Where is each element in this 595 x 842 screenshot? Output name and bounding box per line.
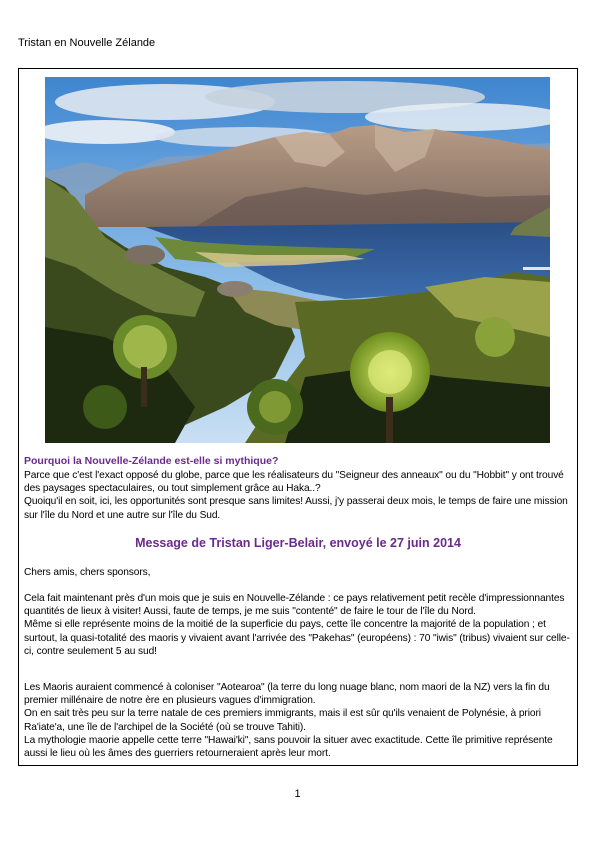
running-header: Tristan en Nouvelle Zélande xyxy=(18,37,156,49)
body-line: Les Maoris auraient commencé à coloniser "Aotearoa" (la terre du long nuage blanc, nom maori de la NZ) vers la fin du premier millénaire de notre ère en plusieurs vagues d'immigration. xyxy=(24,682,550,707)
intro-paragraph xyxy=(24,469,574,522)
body-line: Cela fait maintenant près d'un mois que je suis en Nouvelle-Zélande : ce pays relativement petit recèle d'impressionnantes quantités de lieux à visiter! Aussi, faute de temps, je me suis "contenté" de faire le tour de l'île du Nord. xyxy=(24,593,565,618)
intro-line: Quoiqu'il en soit, ici, les opportunités sont presque sans limites! Aussi, j'y passerai deux mois, le temps de faire une mission sur l'île du Nord et une autre sur l'île du Sud. xyxy=(24,496,568,521)
body-line: La mythologie maorie appelle cette terre "Hawai'ki", sans pouvoir la situer avec exactitude. Cette île primitive représente aussi le lieu où les âmes des guerriers retourneraient après leur mort. xyxy=(24,734,553,760)
page-number: 1 xyxy=(294,788,301,800)
body-paragraph-1 xyxy=(24,592,574,658)
body-paragraph-2 xyxy=(24,681,574,760)
message-title: Message de Tristan Liger-Belair, envoyé le 27 juin 2014 xyxy=(135,536,461,550)
article-question: Pourquoi la Nouvelle-Zélande est-elle si mythique? xyxy=(24,455,279,467)
landscape-photo xyxy=(45,77,550,443)
intro-line: Parce que c'est l'exact opposé du globe, parce que les réalisateurs du "Seigneur des anneaux" ou du "Hobbit" y ont trouvé des paysages spectaculaires, ou tout simplement grâce au Haka..? xyxy=(24,470,564,495)
body-line: On en sait très peu sur la terre natale de ces premiers immigrants, mais il est sûr qu'ils venaient de Polynésie, à priori Ra'iate'a, une île de l'archipel de la Société (où se trouve Tahiti). xyxy=(24,708,541,733)
article-frame xyxy=(18,68,578,766)
greeting: Chers amis, chers sponsors, xyxy=(24,567,151,578)
body-line: Même si elle représente moins de la moitié de la superficie du pays, cette île concentre la majorité de la population ; et surtout, la quasi-totalité des maoris y vivaient avant l'arrivée des "Pakehas" (européens) : 70 "iwis" (tribus) vivaient sur celle-ci, contre seulement 5 au sud! xyxy=(24,619,570,657)
